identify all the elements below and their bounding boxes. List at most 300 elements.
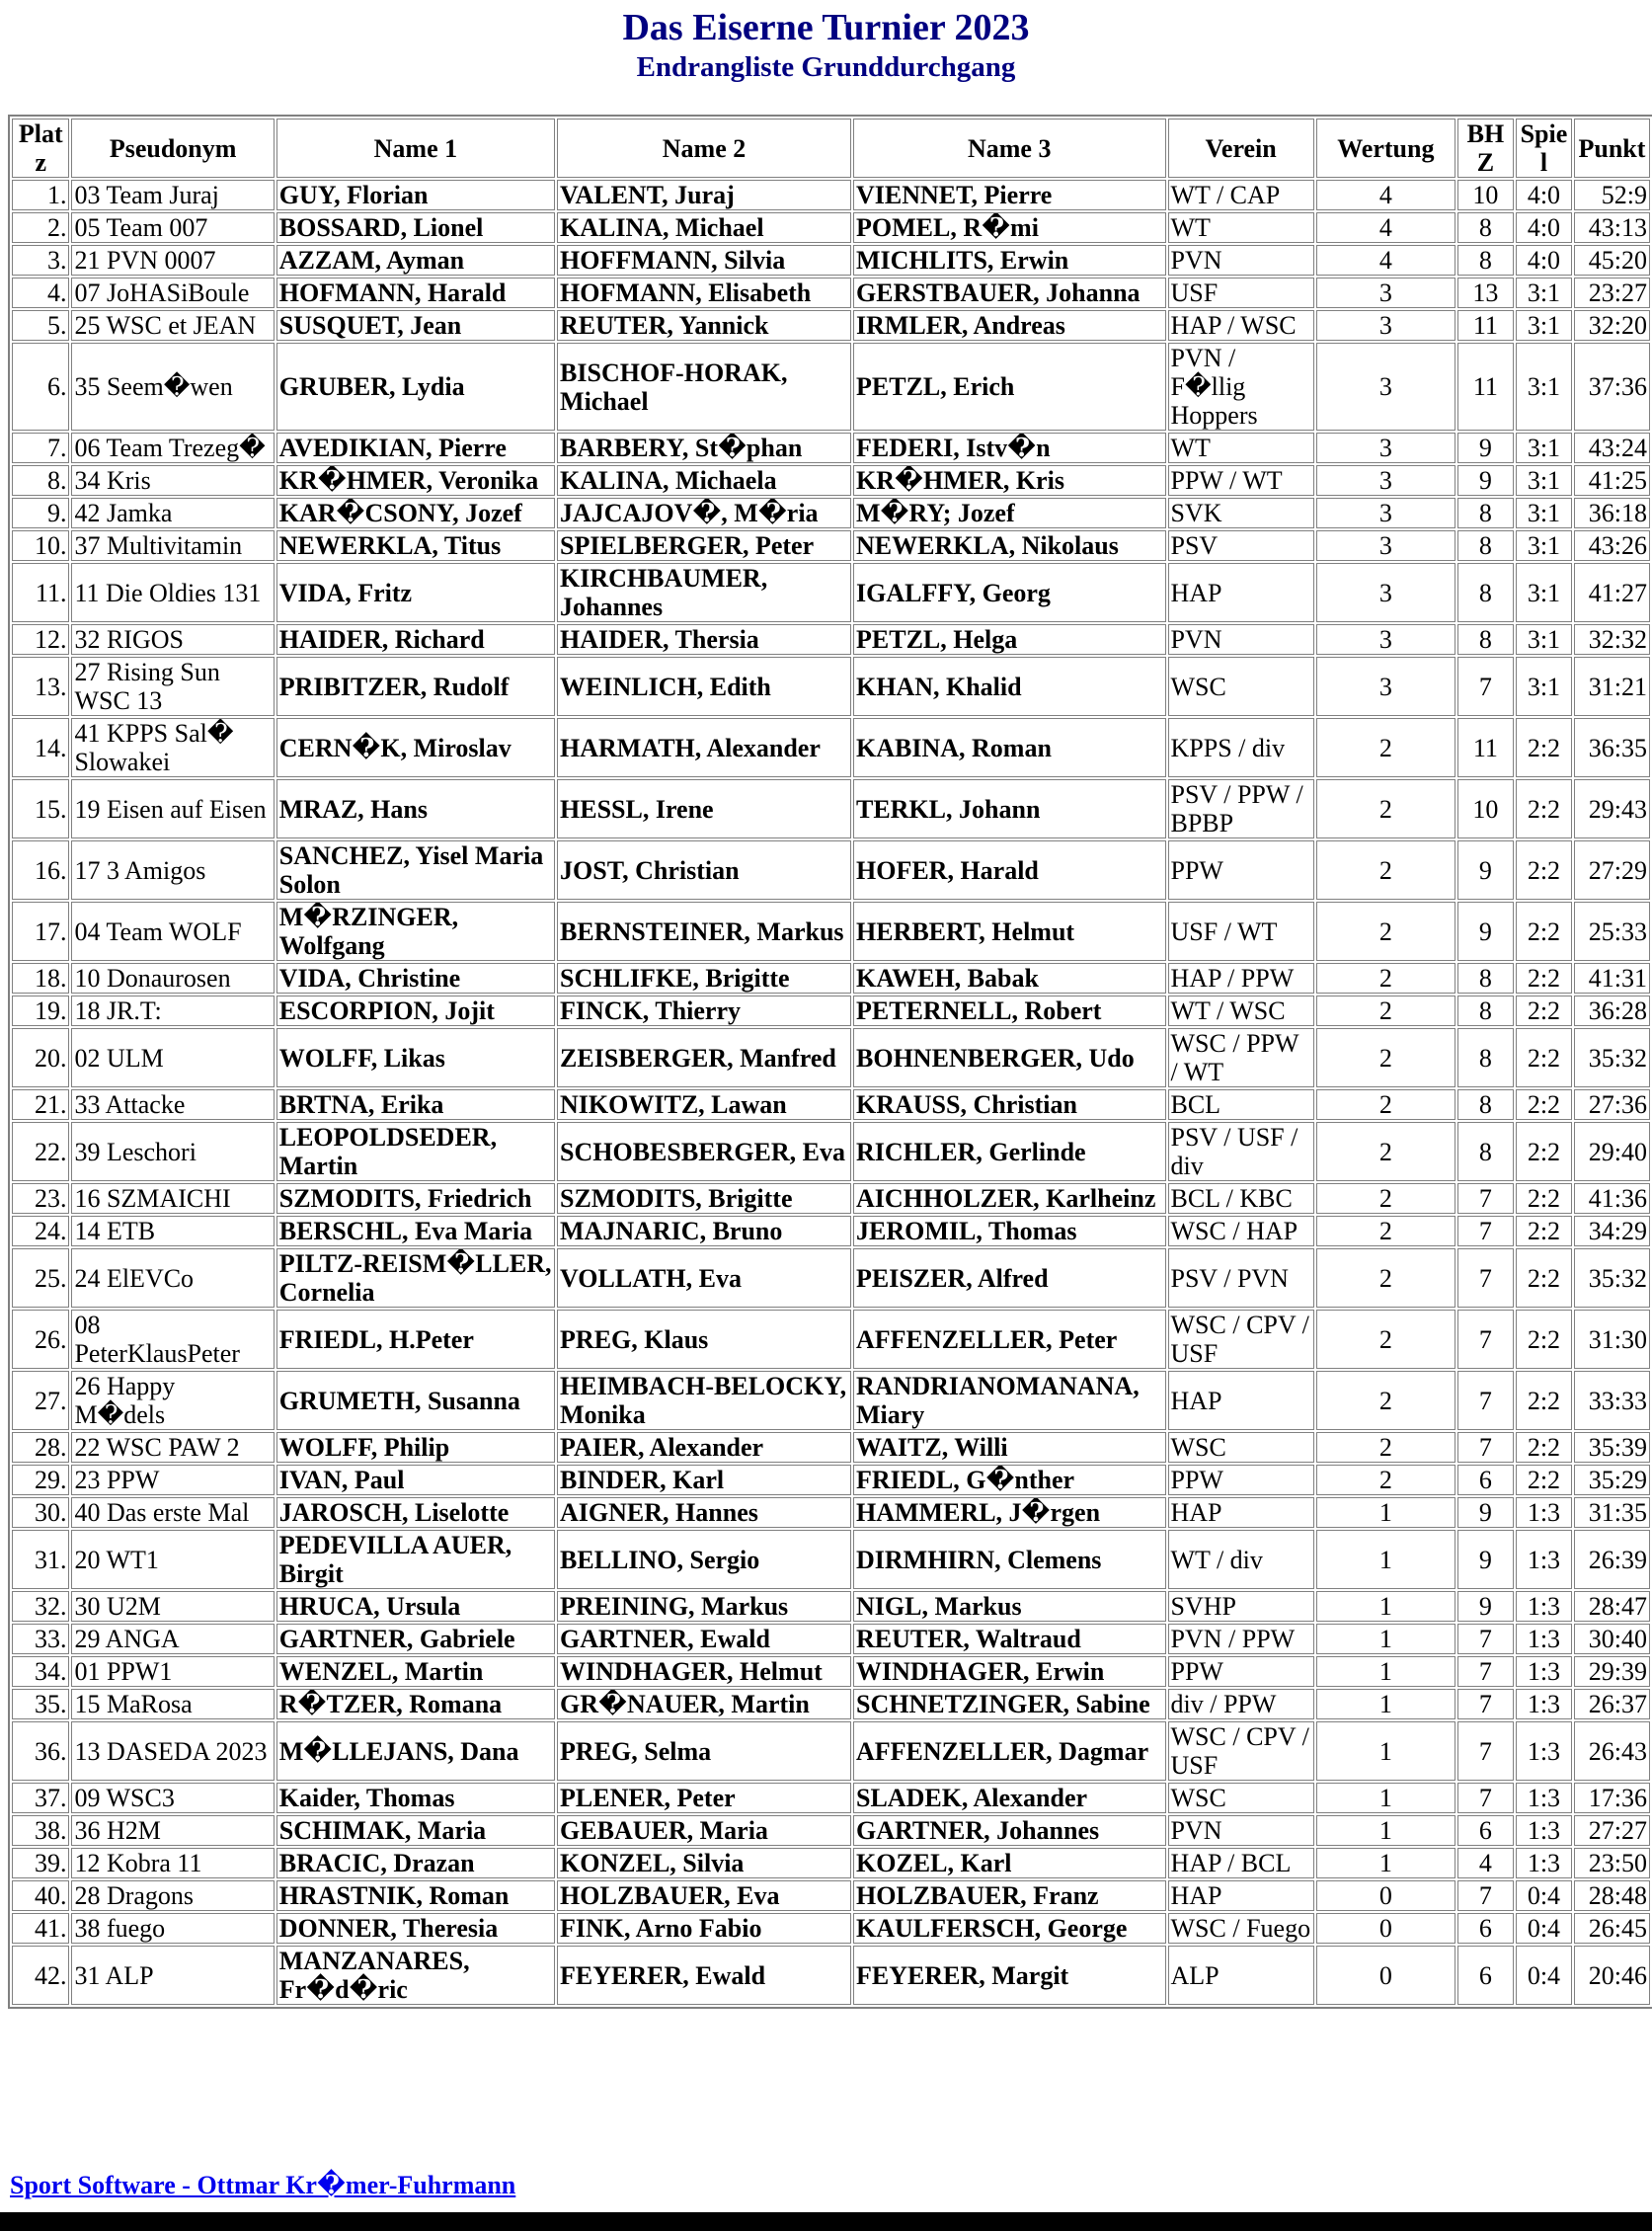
cell-name1: SUSQUET, Jean [276,310,555,341]
cell-rank: 5. [12,310,69,341]
cell-bhz: 7 [1457,657,1514,716]
cell-name2: BISCHOF-HORAK, Michael [557,343,851,431]
cell-games: 4:0 [1516,180,1572,210]
cell-name1: PEDEVILLA AUER, Birgit [276,1530,555,1589]
cell-name2: AIGNER, Hannes [557,1497,851,1528]
cell-score: 2 [1316,1310,1455,1369]
cell-name1: WOLFF, Likas [276,1028,555,1087]
cell-pseudonym: 04 Team WOLF [71,902,274,961]
cell-pseudonym: 38 fuego [71,1913,274,1944]
cell-games: 0:4 [1516,1880,1572,1911]
cell-name1: BRTNA, Erika [276,1089,555,1120]
table-row [12,212,1650,243]
cell-name1: NEWERKLA, Titus [276,530,555,561]
cell-points: 28:47 [1574,1591,1650,1622]
cell-points: 29:40 [1574,1122,1650,1181]
cell-name2: KONZEL, Silvia [557,1848,851,1878]
cell-score: 3 [1316,624,1455,655]
table-row [12,902,1650,961]
cell-bhz: 8 [1457,498,1514,528]
cell-club: WSC / PPW / WT [1168,1028,1314,1087]
cell-name3: HOFER, Harald [853,840,1166,900]
cell-pseudonym: 21 PVN 0007 [71,245,274,276]
cell-score: 2 [1316,1248,1455,1308]
cell-name3: AFFENZELLER, Peter [853,1310,1166,1369]
cell-score: 0 [1316,1913,1455,1944]
cell-name3: KRAUSS, Christian [853,1089,1166,1120]
cell-score: 1 [1316,1721,1455,1781]
cell-name1: VIDA, Christine [276,963,555,994]
cell-games: 2:2 [1516,1248,1572,1308]
cell-rank: 6. [12,343,69,431]
column-header-pseudonym: Pseudonym [71,119,274,178]
table-row [12,1624,1650,1654]
cell-points: 36:28 [1574,996,1650,1026]
cell-name3: HAMMERL, J�rgen [853,1497,1166,1528]
cell-pseudonym: 19 Eisen auf Eisen [71,779,274,838]
cell-name1: KR�HMER, Veronika [276,465,555,496]
cell-games: 2:2 [1516,1183,1572,1214]
cell-rank: 7. [12,433,69,463]
cell-games: 2:2 [1516,1089,1572,1120]
cell-name2: KALINA, Michael [557,212,851,243]
cell-games: 1:3 [1516,1815,1572,1846]
cell-name1: FRIEDL, H.Peter [276,1310,555,1369]
cell-name3: RICHLER, Gerlinde [853,1122,1166,1181]
cell-points: 31:35 [1574,1497,1650,1528]
cell-name3: KAULFERSCH, George [853,1913,1166,1944]
cell-name2: HARMATH, Alexander [557,718,851,777]
cell-score: 3 [1316,530,1455,561]
table-row [12,310,1650,341]
cell-bhz: 8 [1457,1089,1514,1120]
cell-score: 2 [1316,840,1455,900]
cell-club: PSV / PVN [1168,1248,1314,1308]
cell-name3: BOHNENBERGER, Udo [853,1028,1166,1087]
cell-name2: SZMODITS, Brigitte [557,1183,851,1214]
cell-score: 0 [1316,1946,1455,2005]
cell-rank: 12. [12,624,69,655]
cell-rank: 3. [12,245,69,276]
cell-points: 29:39 [1574,1656,1650,1687]
table-row [12,1656,1650,1687]
cell-games: 2:2 [1516,718,1572,777]
cell-score: 1 [1316,1656,1455,1687]
cell-points: 26:37 [1574,1689,1650,1719]
cell-pseudonym: 08 PeterKlausPeter [71,1310,274,1369]
cell-rank: 8. [12,465,69,496]
cell-score: 2 [1316,1465,1455,1495]
cell-name2: BERNSTEINER, Markus [557,902,851,961]
cell-rank: 11. [12,563,69,622]
table-row [12,1848,1650,1878]
cell-score: 2 [1316,996,1455,1026]
cell-games: 2:2 [1516,1310,1572,1369]
cell-name3: M�RY; Jozef [853,498,1166,528]
cell-score: 3 [1316,433,1455,463]
table-row [12,657,1650,716]
cell-bhz: 10 [1457,779,1514,838]
cell-pseudonym: 42 Jamka [71,498,274,528]
cell-club: HAP [1168,563,1314,622]
table-row [12,963,1650,994]
cell-score: 2 [1316,718,1455,777]
cell-club: HAP / BCL [1168,1848,1314,1878]
cell-games: 1:3 [1516,1656,1572,1687]
cell-score: 1 [1316,1783,1455,1813]
cell-bhz: 8 [1457,1028,1514,1087]
cell-bhz: 8 [1457,245,1514,276]
cell-name1: MRAZ, Hans [276,779,555,838]
cell-pseudonym: 28 Dragons [71,1880,274,1911]
cell-rank: 23. [12,1183,69,1214]
cell-points: 33:33 [1574,1371,1650,1430]
cell-games: 2:2 [1516,963,1572,994]
cell-rank: 27. [12,1371,69,1430]
ranking-table [8,115,1652,2009]
cell-points: 26:45 [1574,1913,1650,1944]
cell-name3: KHAN, Khalid [853,657,1166,716]
cell-games: 2:2 [1516,1371,1572,1430]
cell-pseudonym: 11 Die Oldies 131 [71,563,274,622]
table-row [12,1371,1650,1430]
cell-name3: POMEL, R�mi [853,212,1166,243]
cell-club: PVN / F�llig Hoppers [1168,343,1314,431]
cell-bhz: 8 [1457,530,1514,561]
cell-club: USF / WT [1168,902,1314,961]
cell-bhz: 11 [1457,718,1514,777]
cell-games: 3:1 [1516,657,1572,716]
cell-points: 35:29 [1574,1465,1650,1495]
cell-club: PPW [1168,840,1314,900]
cell-name1: SANCHEZ, Yisel Maria Solon [276,840,555,900]
cell-score: 1 [1316,1530,1455,1589]
cell-pseudonym: 27 Rising Sun WSC 13 [71,657,274,716]
cell-score: 1 [1316,1591,1455,1622]
cell-club: HAP [1168,1371,1314,1430]
cell-rank: 17. [12,902,69,961]
cell-club: WSC / CPV / USF [1168,1310,1314,1369]
cell-name2: PREG, Selma [557,1721,851,1781]
table-row [12,1946,1650,2005]
cell-games: 0:4 [1516,1913,1572,1944]
cell-name2: BINDER, Karl [557,1465,851,1495]
cell-rank: 4. [12,278,69,308]
cell-pseudonym: 20 WT1 [71,1530,274,1589]
cell-games: 0:4 [1516,1946,1572,2005]
cell-name1: VIDA, Fritz [276,563,555,622]
table-row [12,718,1650,777]
cell-club: SVK [1168,498,1314,528]
cell-name2: KIRCHBAUMER, Johannes [557,563,851,622]
cell-name3: SCHNETZINGER, Sabine [853,1689,1166,1719]
cell-pseudonym: 30 U2M [71,1591,274,1622]
cell-club: BCL [1168,1089,1314,1120]
cell-bhz: 4 [1457,1848,1514,1878]
table-row [12,498,1650,528]
cell-name3: IRMLER, Andreas [853,310,1166,341]
cell-name3: HERBERT, Helmut [853,902,1166,961]
header-row [12,119,1650,178]
cell-club: WT / WSC [1168,996,1314,1026]
table-row [12,563,1650,622]
cell-bhz: 7 [1457,1689,1514,1719]
cell-pseudonym: 09 WSC3 [71,1783,274,1813]
cell-points: 43:13 [1574,212,1650,243]
cell-club: PVN [1168,245,1314,276]
cell-score: 3 [1316,278,1455,308]
cell-name3: NEWERKLA, Nikolaus [853,530,1166,561]
cell-rank: 40. [12,1880,69,1911]
column-header-name2: Name 2 [557,119,851,178]
cell-club: WT [1168,212,1314,243]
cell-name2: PAIER, Alexander [557,1432,851,1463]
table-row [12,1465,1650,1495]
cell-games: 1:3 [1516,1689,1572,1719]
cell-rank: 29. [12,1465,69,1495]
cell-rank: 9. [12,498,69,528]
cell-games: 4:0 [1516,212,1572,243]
cell-points: 52:9 [1574,180,1650,210]
ranking-table-header [12,119,1650,178]
table-row [12,1028,1650,1087]
cell-points: 26:39 [1574,1530,1650,1589]
cell-club: ALP [1168,1946,1314,2005]
cell-club: WT / div [1168,1530,1314,1589]
cell-name2: NIKOWITZ, Lawan [557,1089,851,1120]
table-row [12,278,1650,308]
cell-games: 2:2 [1516,840,1572,900]
cell-games: 2:2 [1516,1028,1572,1087]
cell-pseudonym: 36 H2M [71,1815,274,1846]
cell-bhz: 8 [1457,1122,1514,1181]
cell-games: 4:0 [1516,245,1572,276]
cell-bhz: 11 [1457,310,1514,341]
cell-club: PPW / WT [1168,465,1314,496]
cell-pseudonym: 40 Das erste Mal [71,1497,274,1528]
cell-points: 35:32 [1574,1248,1650,1308]
cell-bhz: 7 [1457,1880,1514,1911]
cell-club: HAP [1168,1497,1314,1528]
cell-bhz: 9 [1457,433,1514,463]
cell-pseudonym: 22 WSC PAW 2 [71,1432,274,1463]
cell-name3: TERKL, Johann [853,779,1166,838]
cell-name2: REUTER, Yannick [557,310,851,341]
cell-club: HAP / PPW [1168,963,1314,994]
cell-name1: CERN�K, Miroslav [276,718,555,777]
cell-rank: 28. [12,1432,69,1463]
cell-games: 1:3 [1516,1624,1572,1654]
cell-rank: 18. [12,963,69,994]
cell-rank: 24. [12,1216,69,1246]
cell-bhz: 6 [1457,1946,1514,2005]
cell-pseudonym: 29 ANGA [71,1624,274,1654]
cell-pseudonym: 10 Donaurosen [71,963,274,994]
cell-club: SVHP [1168,1591,1314,1622]
cell-club: div / PPW [1168,1689,1314,1719]
cell-score: 0 [1316,1880,1455,1911]
cell-rank: 15. [12,779,69,838]
cell-name1: BERSCHL, Eva Maria [276,1216,555,1246]
cell-pseudonym: 25 WSC et JEAN [71,310,274,341]
cell-pseudonym: 37 Multivitamin [71,530,274,561]
cell-club: PPW [1168,1465,1314,1495]
table-row [12,343,1650,431]
cell-points: 36:35 [1574,718,1650,777]
bottom-bar [0,2212,1652,2231]
table-row [12,840,1650,900]
column-header-points: Punkt [1574,119,1650,178]
cell-points: 30:40 [1574,1624,1650,1654]
cell-name2: JOST, Christian [557,840,851,900]
cell-name1: JAROSCH, Liselotte [276,1497,555,1528]
cell-points: 27:27 [1574,1815,1650,1846]
cell-name1: Kaider, Thomas [276,1783,555,1813]
cell-rank: 25. [12,1248,69,1308]
cell-name1: SCHIMAK, Maria [276,1815,555,1846]
cell-club: PSV [1168,530,1314,561]
cell-points: 27:36 [1574,1089,1650,1120]
column-header-bhz: BHZ [1457,119,1514,178]
cell-games: 2:2 [1516,1465,1572,1495]
cell-name3: KAWEH, Babak [853,963,1166,994]
cell-points: 36:18 [1574,498,1650,528]
cell-score: 2 [1316,1216,1455,1246]
cell-pseudonym: 24 ElEVCo [71,1248,274,1308]
cell-score: 2 [1316,1089,1455,1120]
cell-name1: M�RZINGER, Wolfgang [276,902,555,961]
table-row [12,779,1650,838]
cell-rank: 20. [12,1028,69,1087]
cell-name2: VALENT, Juraj [557,180,851,210]
cell-club: HAP / WSC [1168,310,1314,341]
cell-score: 3 [1316,465,1455,496]
cell-points: 41:27 [1574,563,1650,622]
cell-rank: 37. [12,1783,69,1813]
cell-score: 1 [1316,1624,1455,1654]
cell-name1: HRASTNIK, Roman [276,1880,555,1911]
table-row [12,465,1650,496]
cell-name1: AVEDIKIAN, Pierre [276,433,555,463]
cell-club: PSV / PPW / BPBP [1168,779,1314,838]
cell-rank: 2. [12,212,69,243]
cell-score: 4 [1316,180,1455,210]
cell-bhz: 13 [1457,278,1514,308]
cell-games: 3:1 [1516,433,1572,463]
cell-score: 3 [1316,343,1455,431]
cell-rank: 14. [12,718,69,777]
cell-club: KPPS / div [1168,718,1314,777]
cell-name1: HRUCA, Ursula [276,1591,555,1622]
cell-name1: ESCORPION, Jojit [276,996,555,1026]
cell-name1: SZMODITS, Friedrich [276,1183,555,1214]
cell-bhz: 7 [1457,1310,1514,1369]
cell-games: 2:2 [1516,1432,1572,1463]
cell-pseudonym: 17 3 Amigos [71,840,274,900]
cell-pseudonym: 02 ULM [71,1028,274,1087]
cell-points: 20:46 [1574,1946,1650,2005]
cell-pseudonym: 34 Kris [71,465,274,496]
cell-name2: GR�NAUER, Martin [557,1689,851,1719]
cell-rank: 19. [12,996,69,1026]
table-row [12,1122,1650,1181]
cell-rank: 36. [12,1721,69,1781]
cell-games: 3:1 [1516,498,1572,528]
cell-name3: PETZL, Helga [853,624,1166,655]
cell-score: 1 [1316,1689,1455,1719]
table-row [12,1530,1650,1589]
cell-score: 2 [1316,902,1455,961]
table-row [12,180,1650,210]
cell-rank: 41. [12,1913,69,1944]
cell-pseudonym: 06 Team Trezeg� [71,433,274,463]
cell-rank: 13. [12,657,69,716]
cell-points: 31:21 [1574,657,1650,716]
cell-score: 3 [1316,657,1455,716]
cell-score: 2 [1316,1028,1455,1087]
cell-name2: HOLZBAUER, Eva [557,1880,851,1911]
cell-rank: 21. [12,1089,69,1120]
cell-name3: WAITZ, Willi [853,1432,1166,1463]
page-title: Das Eiserne Turnier 2023 [622,7,1030,48]
cell-name3: PEISZER, Alfred [853,1248,1166,1308]
cell-name1: BOSSARD, Lionel [276,212,555,243]
cell-bhz: 7 [1457,1432,1514,1463]
table-row [12,624,1650,655]
cell-pseudonym: 35 Seem�wen [71,343,274,431]
cell-bhz: 7 [1457,1371,1514,1430]
cell-club: WSC [1168,1432,1314,1463]
cell-bhz: 7 [1457,1783,1514,1813]
cell-pseudonym: 31 ALP [71,1946,274,2005]
cell-points: 23:27 [1574,278,1650,308]
footer-software-link[interactable]: Sport Software - Ottmar Kr�mer-Fuhrmann [10,2171,516,2199]
cell-bhz: 7 [1457,1656,1514,1687]
cell-name1: GRUBER, Lydia [276,343,555,431]
cell-club: WSC / Fuego [1168,1913,1314,1944]
cell-games: 2:2 [1516,779,1572,838]
cell-name3: WINDHAGER, Erwin [853,1656,1166,1687]
cell-club: PVN [1168,1815,1314,1846]
cell-bhz: 6 [1457,1913,1514,1944]
cell-name1: WENZEL, Martin [276,1656,555,1687]
cell-club: PPW [1168,1656,1314,1687]
cell-score: 1 [1316,1848,1455,1878]
column-header-name1: Name 1 [276,119,555,178]
cell-points: 43:24 [1574,433,1650,463]
column-header-club: Verein [1168,119,1314,178]
cell-name3: PETERNELL, Robert [853,996,1166,1026]
cell-name3: FRIEDL, G�nther [853,1465,1166,1495]
cell-name3: VIENNET, Pierre [853,180,1166,210]
cell-name2: WINDHAGER, Helmut [557,1656,851,1687]
cell-name3: JEROMIL, Thomas [853,1216,1166,1246]
cell-club: PSV / USF / div [1168,1122,1314,1181]
cell-points: 28:48 [1574,1880,1650,1911]
cell-bhz: 9 [1457,1530,1514,1589]
cell-name3: IGALFFY, Georg [853,563,1166,622]
cell-games: 2:2 [1516,1216,1572,1246]
cell-games: 3:1 [1516,624,1572,655]
table-row [12,1183,1650,1214]
cell-bhz: 8 [1457,212,1514,243]
cell-rank: 32. [12,1591,69,1622]
cell-name3: GERSTBAUER, Johanna [853,278,1166,308]
cell-pseudonym: 05 Team 007 [71,212,274,243]
table-row [12,1216,1650,1246]
cell-bhz: 10 [1457,180,1514,210]
cell-rank: 22. [12,1122,69,1181]
